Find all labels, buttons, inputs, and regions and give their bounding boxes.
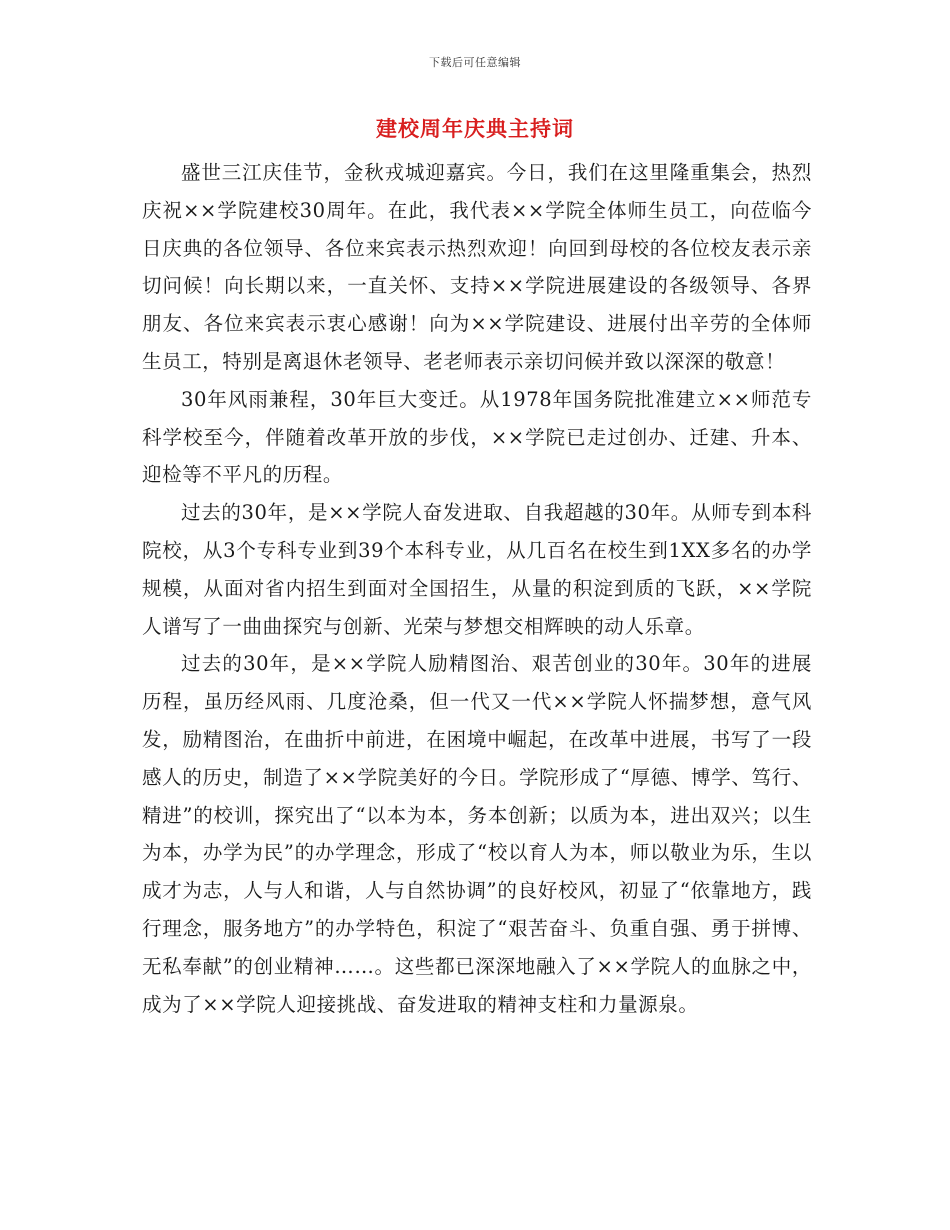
document-body — [142, 154, 812, 1023]
paragraph-history: 30年风雨兼程，30年巨大变迁。从1978年国务院批准建立××师范专科学校至今，伴随着改革开放的步伐，××学院已走过创办、迁建、升本、迎检等不平凡的历程。 — [142, 387, 812, 487]
document-title: 建校周年庆典主持词 — [376, 116, 574, 141]
paragraph-welcome: 盛世三江庆佳节，金秋戎城迎嘉宾。今日，我们在这里隆重集会，热烈庆祝××学院建校30周年。在此，我代表××学院全体师生员工，向莅临今日庆典的各位领导、各位来宾表示热烈欢迎！向回到母校的各位校友表示亲切问候！向长期以来，一直关怀、支持××学院进展建设的各级领导、各界朋友、各位来宾表示衷心感谢！向为××学院建设、进展付出辛劳的全体师生员工，特别是离退休老领导、老老师表示亲切问候并致以深深的敬意！ — [142, 161, 812, 373]
page-header-note: 下载后可任意编辑 — [429, 56, 521, 69]
paragraph-progress: 过去的30年，是××学院人奋发进取、自我超越的30年。从师专到本科院校，从3个专科专业到39个本科专业，从几百名在校生到1XX多名的办学规模，从面对省内招生到面对全国招生，从量的积淀到质的飞跃，××学院人谱写了一曲曲探究与创新、光荣与梦想交相辉映的动人乐章。 — [142, 501, 812, 638]
paragraph-spirit: 过去的30年，是××学院人励精图治、艰苦创业的30年。30年的进展历程，虽历经风雨、几度沧桑，但一代又一代××学院人怀揣梦想，意气风发，励精图治，在曲折中前进，在困境中崛起，在改革中进展，书写了一段感人的历史，制造了××学院美好的今日。学院形成了“厚德、博学、笃行、精进”的校训，探究出了“以本为本，务本创新；以质为本，进出双兴；以生为本，办学为民”的办学理念，形成了“校以育人为本，师以敬业为乐，生以成才为志，人与人和谐，人与自然协调”的良好校风，初显了“依靠地方，践行理念，服务地方”的办学特色，积淀了“艰苦奋斗、负重自强、勇于拼博、无私奉献”的创业精神……。这些都已深深地融入了××学院人的血脉之中，成为了××学院人迎接挑战、奋发进取的精神支柱和力量源泉。 — [142, 652, 812, 1016]
